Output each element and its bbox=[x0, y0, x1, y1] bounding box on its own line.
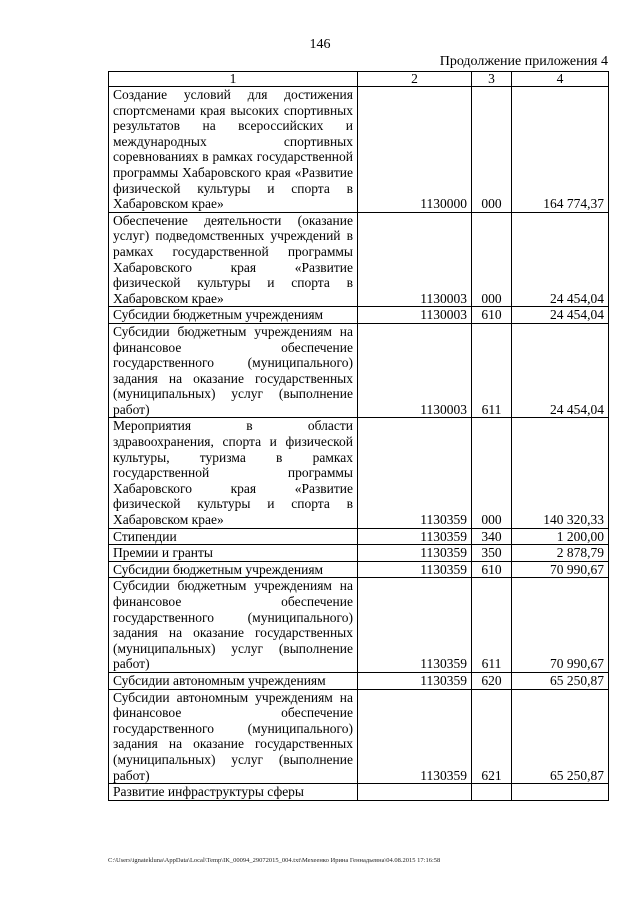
row-amount bbox=[512, 784, 609, 801]
table-row bbox=[109, 307, 609, 324]
table-row bbox=[109, 323, 609, 418]
row-expense-type: 610 bbox=[472, 561, 512, 578]
row-name: Мероприятия в области здравоохранения, спорта и физической культуры, туризма в рамках государственной программы Хабаровского края «Развитие физической культуры и спорта в Хабаровском крае» bbox=[109, 418, 358, 528]
budget-table bbox=[108, 71, 609, 801]
row-code: 1130359 bbox=[358, 528, 472, 545]
table-row bbox=[109, 528, 609, 545]
row-amount: 2 878,79 bbox=[512, 545, 609, 562]
row-code: 1130000 bbox=[358, 87, 472, 213]
row-expense-type bbox=[472, 784, 512, 801]
row-code: 1130003 bbox=[358, 212, 472, 307]
row-amount: 140 320,33 bbox=[512, 418, 609, 528]
row-code: 1130359 bbox=[358, 545, 472, 562]
file-path-footer: C:\Users\ignatekluna\AppData\Local\Temp\IK_00094_29072015_004.txt\Мехеенко Ирина Геннадьевна\04.08.2015 17:16:58 bbox=[108, 857, 441, 864]
header-col-2: 2 bbox=[358, 72, 472, 87]
table-row bbox=[109, 578, 609, 673]
row-name: Субсидии бюджетным учреждениям на финансовое обеспечение государственного (муниципального) задания на оказание государственных (муниципальных) услуг (выполнение работ) bbox=[109, 578, 358, 673]
row-amount: 70 990,67 bbox=[512, 578, 609, 673]
header-col-3: 3 bbox=[472, 72, 512, 87]
row-amount: 24 454,04 bbox=[512, 212, 609, 307]
table-row bbox=[109, 561, 609, 578]
table-row bbox=[109, 672, 609, 689]
row-expense-type: 610 bbox=[472, 307, 512, 324]
row-expense-type: 000 bbox=[472, 87, 512, 213]
table-row bbox=[109, 689, 609, 784]
row-expense-type: 620 bbox=[472, 672, 512, 689]
row-code bbox=[358, 784, 472, 801]
row-amount: 65 250,87 bbox=[512, 672, 609, 689]
row-name: Развитие инфраструктуры сферы bbox=[109, 784, 358, 801]
row-expense-type: 000 bbox=[472, 418, 512, 528]
table-row bbox=[109, 545, 609, 562]
header-col-1: 1 bbox=[109, 72, 358, 87]
page-number: 146 bbox=[309, 37, 331, 52]
row-code: 1130359 bbox=[358, 672, 472, 689]
row-amount: 65 250,87 bbox=[512, 689, 609, 784]
row-name: Субсидии бюджетным учреждениям bbox=[109, 561, 358, 578]
row-name: Субсидии бюджетным учреждениям bbox=[109, 307, 358, 324]
row-amount: 164 774,37 bbox=[512, 87, 609, 213]
row-expense-type: 621 bbox=[472, 689, 512, 784]
header-col-4: 4 bbox=[512, 72, 609, 87]
table-row bbox=[109, 418, 609, 528]
row-expense-type: 340 bbox=[472, 528, 512, 545]
row-name: Обеспечение деятельности (оказание услуг) подведомственных учреждений в рамках государственной программы Хабаровского края «Развитие физической культуры и спорта в Хабаровском крае» bbox=[109, 212, 358, 307]
row-expense-type: 611 bbox=[472, 578, 512, 673]
row-name: Премии и гранты bbox=[109, 545, 358, 562]
table-row bbox=[109, 212, 609, 307]
table-header-row bbox=[109, 72, 609, 87]
row-expense-type: 350 bbox=[472, 545, 512, 562]
row-amount: 24 454,04 bbox=[512, 323, 609, 418]
row-amount: 70 990,67 bbox=[512, 561, 609, 578]
row-code: 1130359 bbox=[358, 689, 472, 784]
row-name: Субсидии бюджетным учреждениям на финансовое обеспечение государственного (муниципального) задания на оказание государственных (муниципальных) услуг (выполнение работ) bbox=[109, 323, 358, 418]
table-row bbox=[109, 87, 609, 213]
row-amount: 1 200,00 bbox=[512, 528, 609, 545]
row-code: 1130359 bbox=[358, 561, 472, 578]
row-amount: 24 454,04 bbox=[512, 307, 609, 324]
row-expense-type: 000 bbox=[472, 212, 512, 307]
row-name: Субсидии автономным учреждениям на финансовое обеспечение государственного (муниципального) задания на оказание государственных (муниципальных) услуг (выполнение работ) bbox=[109, 689, 358, 784]
appendix-continuation-title: Продолжение приложения 4 bbox=[439, 54, 608, 69]
row-name: Создание условий для достижения спортсменами края высоких спортивных результатов на всероссийских и международных спортивных соревнованиях в рамках государственной программы Хабаровского края «Развитие физической культуры и спорта в Хабаровском крае» bbox=[109, 87, 358, 213]
row-code: 1130359 bbox=[358, 578, 472, 673]
row-code: 1130003 bbox=[358, 307, 472, 324]
row-name: Субсидии автономным учреждениям bbox=[109, 672, 358, 689]
row-name: Стипендии bbox=[109, 528, 358, 545]
table-row bbox=[109, 784, 609, 801]
row-code: 1130359 bbox=[358, 418, 472, 528]
row-expense-type: 611 bbox=[472, 323, 512, 418]
row-code: 1130003 bbox=[358, 323, 472, 418]
